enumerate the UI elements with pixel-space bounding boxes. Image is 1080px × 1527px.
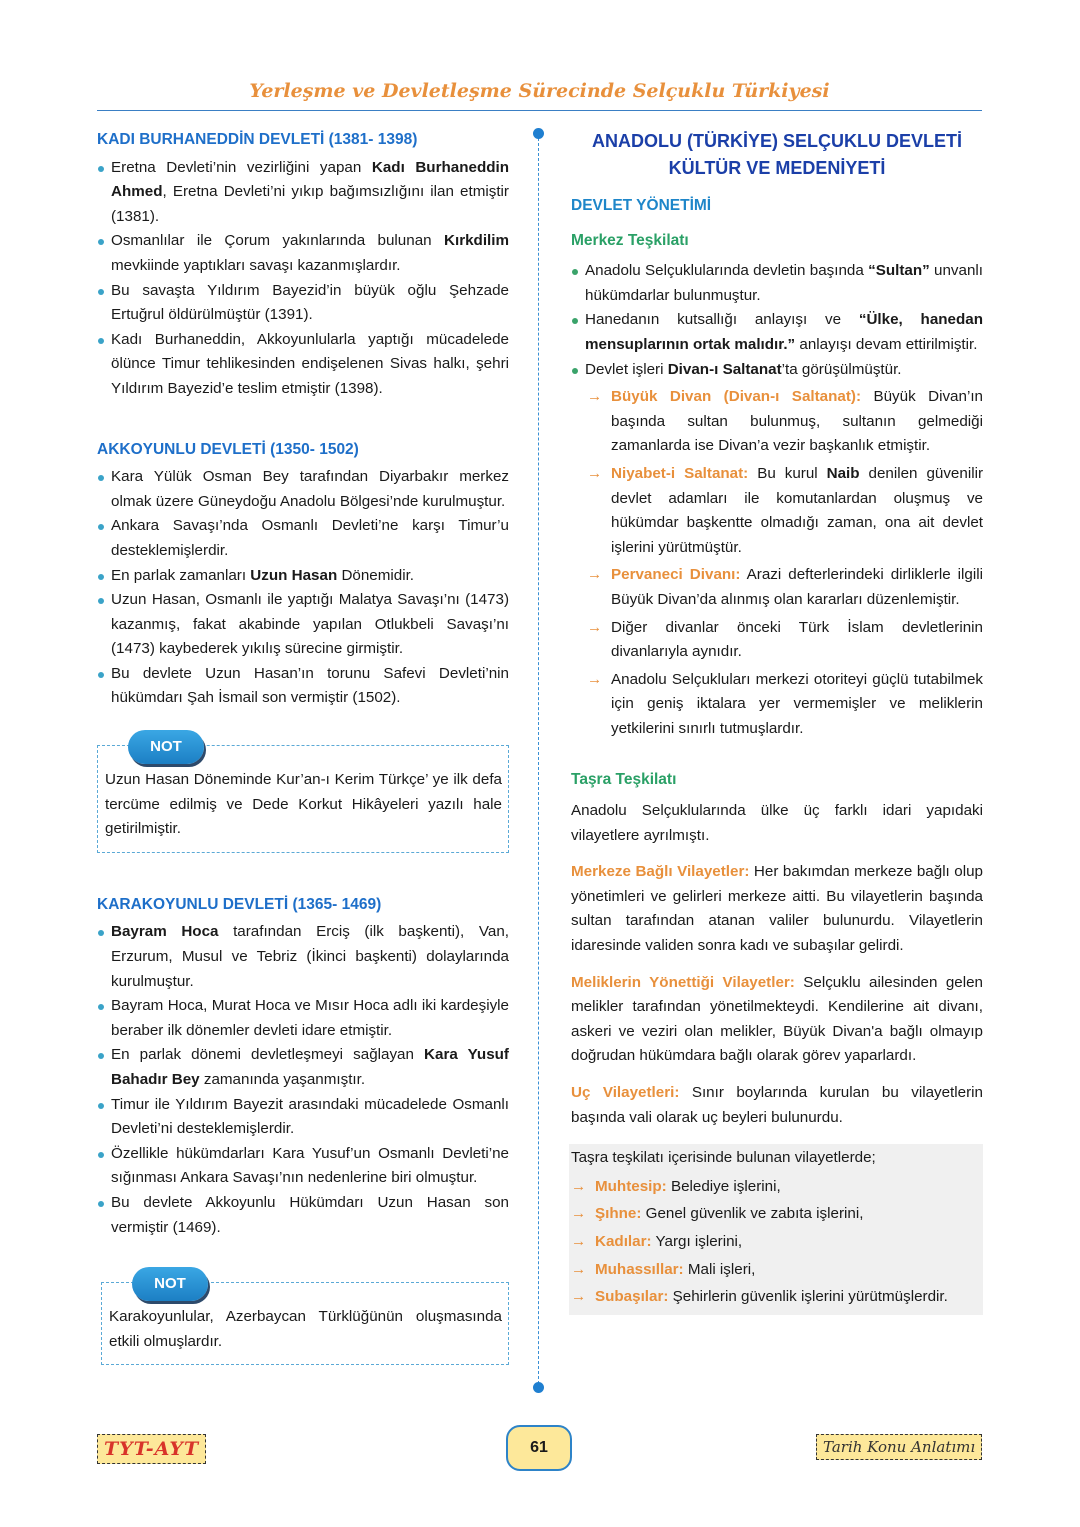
keyword: Merkeze Bağlı Vilayetler: — [571, 863, 750, 881]
devlet-yonetimi-title: DEVLET YÖNETİMİ — [571, 197, 712, 214]
list-item: Uzun Hasan, Osmanlı ile yaptığı Malatya Savaşı’nı (1473) kazanmış, fakat akabinde yapılan Otlukbeli Savaşı’nı (1473) kaybederek yıkılış sürecine girmiştir. — [97, 588, 509, 662]
text: Anadolu Selçuklularında devletin başında — [585, 262, 869, 280]
divider-dot-bottom — [533, 1382, 544, 1393]
text: Arazi defterlerindeki dirliklerle ilgili Büyük Divan’da alınmış olan kararları düzenlemiştir. — [611, 566, 984, 608]
text: Hanedanın kutsallığı anlayışı ve — [585, 311, 859, 329]
bold-text: “Sultan” — [868, 262, 930, 280]
merkeze-bagli-paragraph — [571, 860, 983, 958]
officials-list — [571, 1175, 980, 1310]
list-item: Bayram Hoca, Murat Hoca ve Mısır Hoca adlı iki kardeşiyle beraber ilk dönemler devleti idare etmiştir. — [97, 994, 509, 1043]
keyword: Uç Vilayetleri: — [571, 1084, 680, 1101]
list-item: Bu devlete Akkoyunlu Hükümdarı Uzun Hasan son vermiştir (1469). — [97, 1191, 509, 1240]
note-badge: NOT — [132, 1267, 208, 1301]
official-item — [571, 1258, 980, 1283]
list-item: Ankara Savaşı’nda Osmanlı Devleti’ne karşı Timur’u desteklemişlerdir. — [97, 514, 509, 563]
list-item: → Diğer divanlar önceki Türk İslam devletlerinin divanlarıyla aynıdır. — [587, 616, 983, 665]
list-item — [587, 385, 983, 459]
tyt-ayt-logo: TYT-AYT — [97, 1434, 206, 1464]
keyword: Büyük Divan (Divan-ı Saltanat): — [611, 388, 862, 406]
official-item — [571, 1230, 980, 1255]
main-title — [571, 128, 983, 182]
text: tarafından Erciş (ilk başkenti), Van, Erzurum, Musul ve Tebriz (İkinci başkenti) dolaylarında kurulmuştur. — [111, 923, 509, 990]
note-box — [97, 738, 509, 853]
divan-list — [587, 385, 983, 741]
note-badge: NOT — [128, 730, 204, 764]
text: Genel güvenlik ve zabıta işlerini, — [641, 1205, 864, 1223]
bold-text: Naib — [826, 464, 860, 482]
text: Sınır boylarında kurulan bu vilayetlerin başında vali olarak uç beyleri bulunurdu. — [571, 1084, 983, 1126]
official-item — [571, 1202, 980, 1227]
text: Eretna Devleti’nin vezirliğini yapan — [111, 158, 372, 176]
bold-text: Kadı Burhaneddin Ahmed — [111, 158, 509, 201]
text: Yargı işlerini, — [651, 1232, 743, 1250]
bold-text: Divan-ı Saltanat — [667, 360, 782, 378]
kadi-burhaneddin-list — [97, 156, 509, 402]
karakoyunlu-title: KARAKOYUNLU DEVLETİ (1365- 1469) — [97, 895, 382, 913]
tasra-teskilati-title: Taşra Teşkilatı — [571, 771, 677, 789]
bold-text: Kara Yusuf Bahadır Bey — [111, 1046, 509, 1088]
list-item: Bu devlete Uzun Hasan’ın torunu Safevi Devleti’nin hükümdarı Şah İsmail son vermiştir (1502). — [97, 662, 509, 711]
karakoyunlu-list — [97, 920, 509, 1240]
list-item: Kara Yülük Osman Bey tarafından Diyarbakır merkez olmak üzere Güneydoğu Anadolu Bölgesi’nde kurulmuştur. — [97, 465, 509, 514]
note-text: Karakoyunlular, Azerbaycan Türklüğünün oluşmasında etkili olmuşlardır. — [109, 1308, 502, 1350]
keyword: Muhassıllar: — [595, 1260, 684, 1278]
keyword: Niyabet-i Saltanat: — [611, 464, 749, 482]
bold-text: Kırkdilim — [444, 232, 509, 250]
bold-text: Bayram Hoca — [111, 923, 219, 941]
text: Selçuklu ailesinden gelen melikler tarafından yönetilmekteydi. Kendilerine ait divanı, askeri ve veziri olan melikler, Büyük Divan'a bağlı olmayıp doğrudan hükümdara bağlı olarak görev yaparlardı. — [571, 973, 983, 1065]
list-item — [97, 920, 509, 994]
official-item — [571, 1285, 980, 1310]
list-item: Timur ile Yıldırım Bayezit arasındaki mücadelede Osmanlı Devleti’ni desteklemişlerdir. — [97, 1093, 509, 1142]
text: , Eretna Devleti’ni yıkıp bağımsızlığını ilan etmiştir (1381). — [111, 183, 509, 225]
page-number: 61 — [506, 1425, 572, 1471]
bold-text: Uzun Hasan — [250, 566, 338, 584]
text: En parlak dönemi devletleşmeyi sağlayan — [111, 1046, 425, 1064]
text: unvanlı hükümdarlar bulunmuştur. — [585, 262, 983, 304]
list-item — [587, 563, 983, 612]
uc-vilayetleri-paragraph — [571, 1081, 983, 1130]
official-item — [571, 1175, 980, 1200]
list-item — [571, 259, 983, 308]
kadi-burhaneddin-title: KADI BURHANEDDİN DEVLETİ (1381- 1398) — [97, 131, 418, 148]
keyword: Kadılar: — [595, 1232, 652, 1250]
text: Dönemidir. — [337, 566, 415, 584]
text: Mali işleri, — [683, 1260, 756, 1278]
keyword: Subaşılar: — [595, 1288, 669, 1306]
list-item — [587, 462, 983, 560]
header-title: Yerleşme ve Devletleşme Sürecinde Selçuklu Türkiyesi — [249, 80, 830, 102]
text: Şehirlerin güvenlik işlerini yürütmüşlerdir. — [668, 1288, 948, 1306]
officials-intro: Taşra teşkilatı içerisinde bulunan vilayetlerde; — [571, 1149, 876, 1167]
list-item: → Anadolu Selçukluları merkezi otoriteyi güçlü tutabilmek için geniş iktalara yer vermemişler ve meliklerin yetkilerini sınırlı tutmuşlardır. — [587, 668, 983, 742]
list-item — [97, 1043, 509, 1092]
bold-text: “Ülke, hanedan mensuplarının ortak malıdır.” — [585, 311, 984, 353]
meliklerin-paragraph — [571, 971, 983, 1069]
list-item — [97, 564, 509, 589]
tasra-intro: Anadolu Selçuklularında ülke üç farklı idari yapıdaki vilayetlere ayrılmıştı. — [571, 802, 983, 844]
list-item: Bu savaşta Yıldırım Bayezid’in büyük oğlu Şehzade Ertuğrul öldürülmüştür (1391). — [97, 279, 509, 328]
divider-dot-top — [533, 128, 544, 139]
left-column — [97, 128, 509, 1365]
main-title-line-2: KÜLTÜR VE MEDENİYETİ — [668, 158, 886, 178]
text: anlayışı devam ettirilmiştir. — [795, 335, 978, 353]
keyword: Muhtesip: — [595, 1177, 667, 1195]
text: Her bakımdan merkeze bağlı olup yönetimleri ve gelirleri merkeze aitti. Bu vilayetlerin başında sultan tarafından atanan valiler bulunurdu. Vilayetlerin idaresinde validen sonra kadı ve subaşılar gelirdi. — [571, 863, 984, 955]
text: denilen güvenilir devlet adamları ile komutanlardan oluşmuş ve hükümdar başkentte olmadığı zaman, ona ait devlet işlerini yürütmüştür. — [611, 464, 984, 556]
tarih-konu-anlatimi-label: Tarih Konu Anlatımı — [816, 1434, 982, 1460]
list-item — [571, 308, 983, 357]
main-title-line-1: ANADOLU (TÜRKİYE) SELÇUKLU DEVLETİ — [592, 131, 962, 151]
text: En parlak zamanları — [111, 566, 251, 584]
list-item — [571, 358, 983, 383]
page-header — [97, 78, 982, 111]
text: Belediye işlerini, — [666, 1177, 781, 1195]
list-item — [97, 156, 509, 230]
list-item — [97, 229, 509, 278]
list-item: Kadı Burhaneddin, Akkoyunlularla yaptığı mücadelede ölünce Timur tehlikesinden endişelenen Sivas halkı, şehri Yıldırım Bayezid’e teslim etmiştir (1398). — [97, 328, 509, 402]
akkoyunlu-list — [97, 465, 509, 711]
text: Büyük Divan’ın başında sultan bulunmuş, sultanın gelmediği zamanlarda ise Divan’a vezir başkanlık etmiştir. — [611, 388, 983, 455]
note-box — [101, 1275, 509, 1365]
text: ’ta görüşülmüştür. — [781, 360, 902, 378]
text: Bu kurul — [748, 464, 827, 482]
merkez-teskilati-title: Merkez Teşkilatı — [571, 231, 689, 249]
officials-box — [569, 1144, 983, 1315]
text: Osmanlılar ile Çorum yakınlarında bulunan — [111, 232, 444, 250]
merkez-list — [571, 259, 983, 382]
akkoyunlu-title: AKKOYUNLU DEVLETİ (1350- 1502) — [97, 440, 359, 458]
keyword: Pervaneci Divanı: — [611, 566, 741, 584]
text: mevkiinde yaptıkları savaşı kazanmışlardır. — [111, 256, 401, 274]
column-divider — [538, 133, 539, 1389]
keyword: Meliklerin Yönettiği Vilayetler: — [571, 973, 795, 991]
text: zamanında yaşanmıştır. — [199, 1071, 366, 1088]
right-column — [571, 128, 983, 1315]
text: Devlet işleri — [585, 360, 668, 378]
keyword: Şıhne: — [595, 1205, 642, 1223]
list-item: Özellikle hükümdarları Kara Yusuf’un Osmanlı Devleti’ne sığınması Ankara Savaşı’nın nedenlerine biri olmuştur. — [97, 1142, 509, 1191]
note-text: Uzun Hasan Döneminde Kur’an-ı Kerim Türkçe’ ye ilk defa tercüme edilmiş ve Dede Korkut Hikâyeleri yazılı hale getirilmiştir. — [105, 771, 502, 838]
